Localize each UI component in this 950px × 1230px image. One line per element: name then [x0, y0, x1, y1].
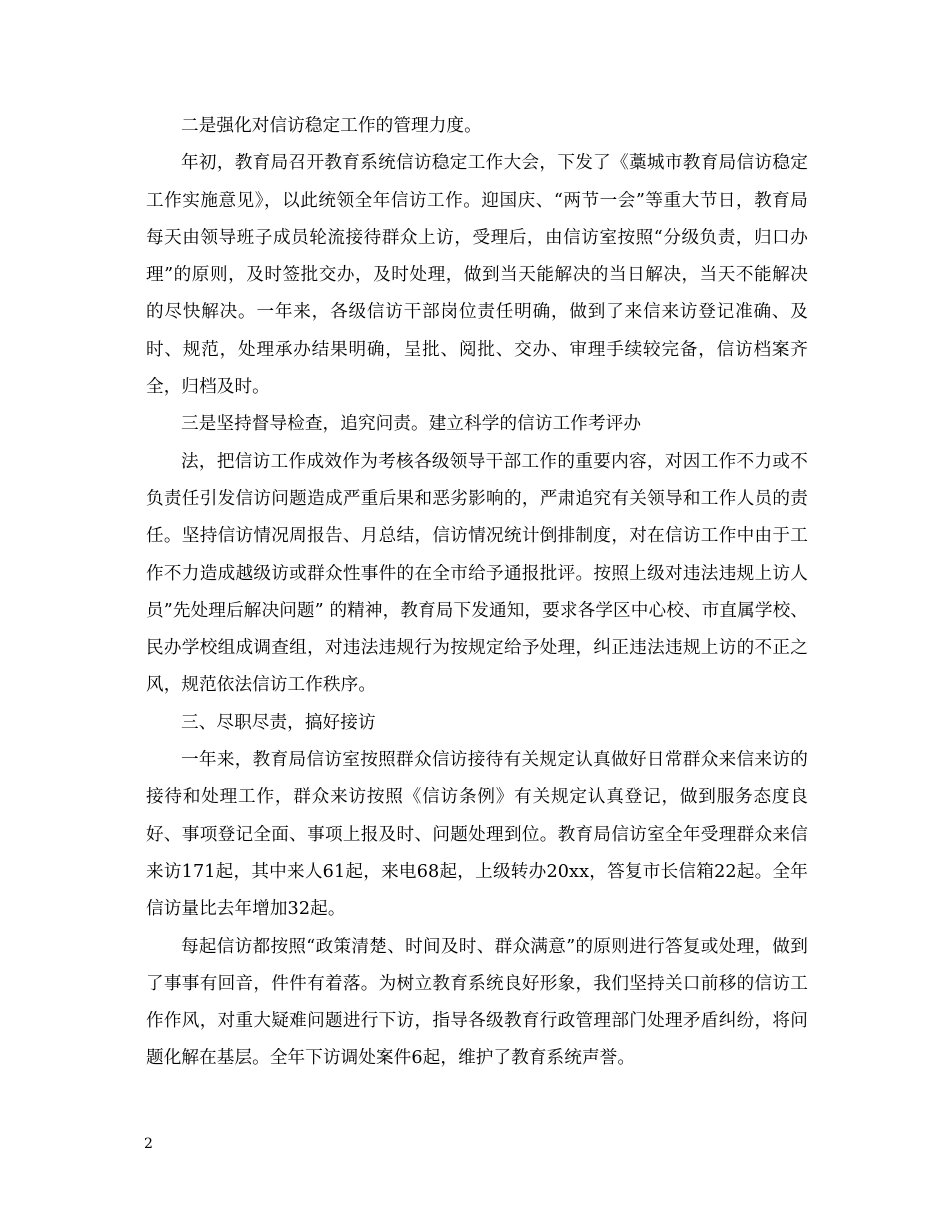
section-heading: 三、尽职尽责，搞好接访 [181, 712, 376, 733]
paragraph-7: 每起信访都按照“政策清楚、时间及时、群众满意”的原则进行答复或处理，做到了事事有回音，件件有着落。为树立教育系统良好形象，我们坚持关口前移的信访工作作风，对重大疑难问题进行下访，指导各级教育行政管理部门处理矛盾纠纷，将问题化解在基层。全年下访调处案件6起，维护了教育系统声誉。 [146, 936, 808, 1069]
paragraph-6: 一年来，教育局信访室按照群众信访接待有关规定认真做好日常群众来信来访的接待和处理工作，群众来访按照《信访条例》有关规定认真登记，做到服务态度良好、事项登记全面、事项上报及时、问题处理到位。教育局信访室全年受理群众来信来访171起，其中来人61起，来电68起，上级转办20xx，答复市长信箱22起。全年信访量比去年增加32起。 [146, 750, 808, 920]
paragraph-4: 法，把信访工作成效作为考核各级领导干部工作的重要内容，对因工作不力或不负责任引发信访问题造成严重后果和恶劣影响的，严肃追究有关领导和工作人员的责任。坚持信访情况周报告、月总结，信访情况统计倒排制度，对在信访工作中由于工作不力造成越级访或群众性事件的在全市给予通报批评。按照上级对违法违规上访人员”先处理后解决问题” 的精神，教育局下发通知，要求各学区中心校、市直属学校、民办学校组成调查组，对违法违规行为按规定给予处理，纠正违法违规上访的不正之风，规范依法信访工作秩序。 [146, 451, 808, 696]
paragraph-1: 二是强化对信访稳定工作的管理力度。 [181, 116, 482, 136]
paragraph-2: 年初，教育局召开教育系统信访稳定工作大会，下发了《藁城市教育局信访稳定工作实施意见》，以此统领全年信访工作。迎国庆、“两节一会”等重大节日，教育局每天由领导班子成员轮流接待群众上访，受理后，由信访室按照“分级负责，归口办理”的原则，及时签批交办，及时处理，做到当天能解决的当日解决，当天不能解决的尽快解决。一年来，各级信访干部岗位责任明确，做到了来信来访登记准确、及时、规范，处理承办结果明确，呈批、阅批、交办、审理手续较完备，信访档案齐全，归档及时。 [146, 153, 808, 398]
page-number: 2 [144, 1136, 153, 1152]
document-page [146, 108, 808, 1078]
paragraph-3: 三是坚持督导检查，追究问责。建立科学的信访工作考评办 [181, 414, 642, 435]
